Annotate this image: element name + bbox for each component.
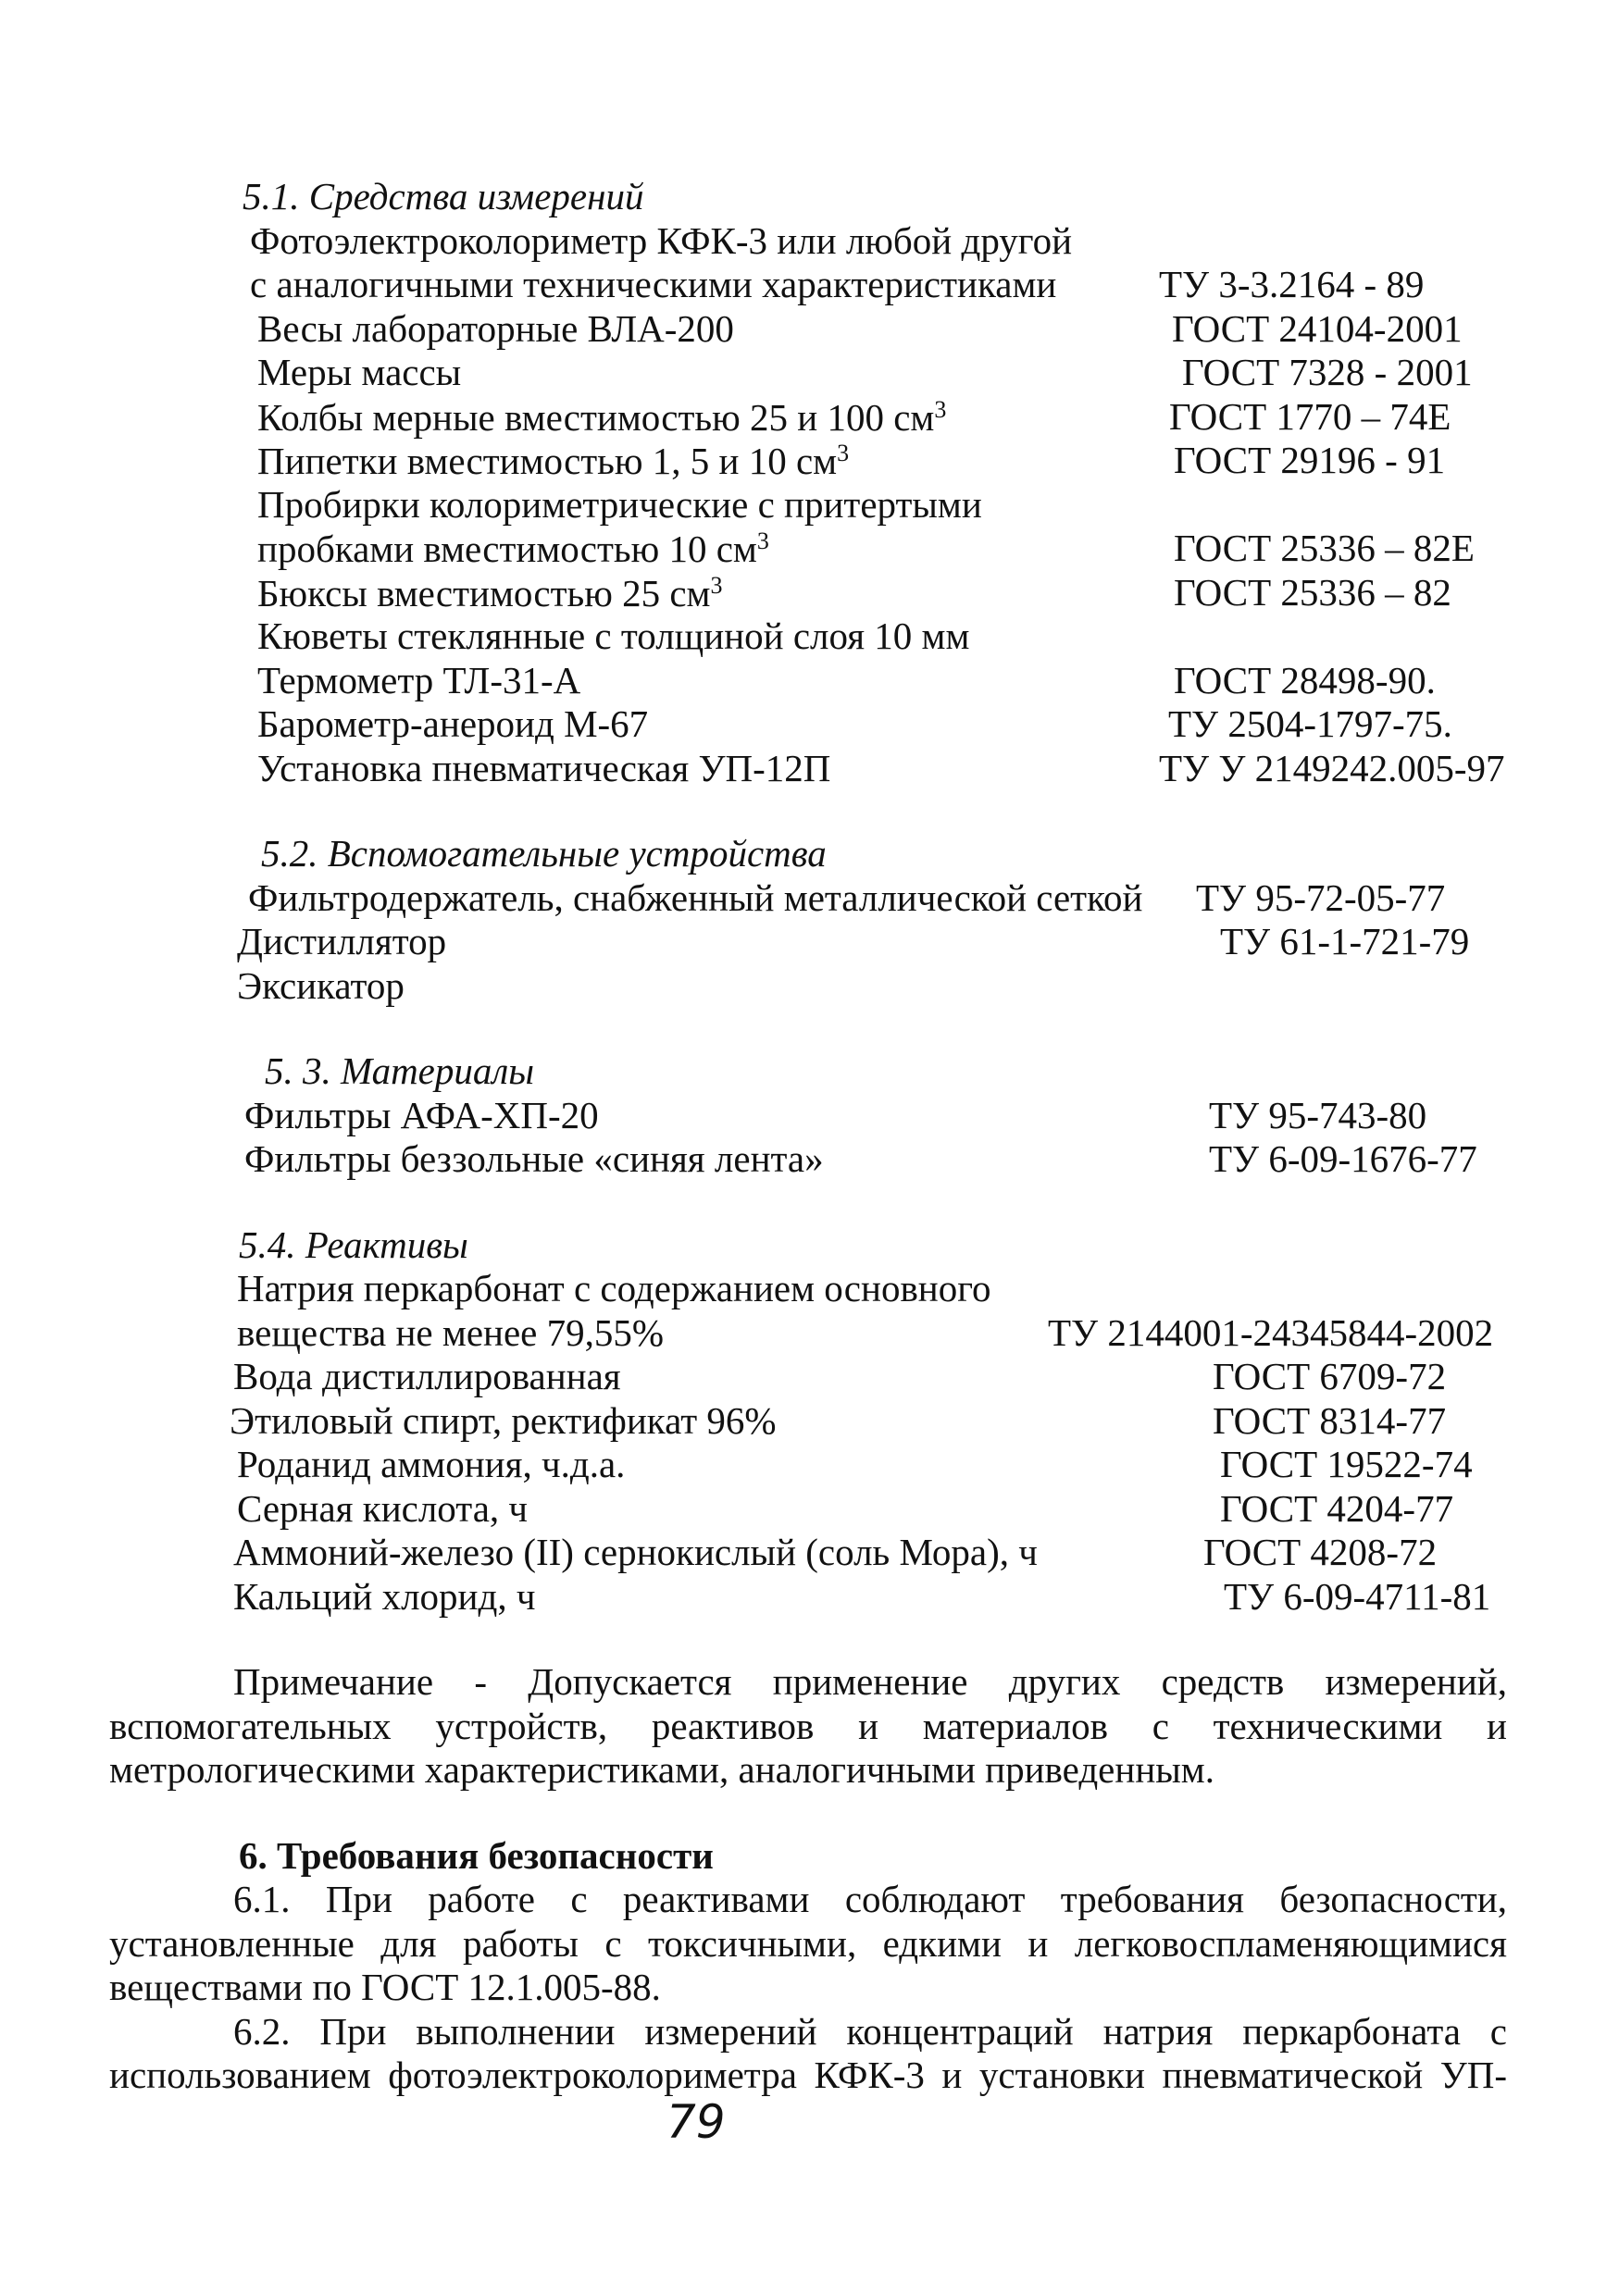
note-line: Примечание - Допускается применение других средств измерений,: [233, 1660, 1507, 1703]
item-standard: ТУ 95-72-05-77: [1196, 876, 1446, 919]
item-standard: ТУ 2504-1797-75.: [1168, 702, 1452, 745]
item-name: Кальций хлорид, ч: [233, 1575, 536, 1618]
item-standard: ГОСТ 19522-74: [1220, 1443, 1473, 1485]
item-standard: ГОСТ 6709-72: [1213, 1355, 1447, 1397]
item-name: Вода дистиллированная: [233, 1355, 621, 1397]
item-standard: ТУ 6-09-4711-81: [1224, 1575, 1491, 1618]
item-name: Натрия перкарбонат с содержанием основного: [237, 1267, 991, 1309]
section-5-1-heading: 5.1. Средства измерений: [243, 175, 644, 217]
item-name: Роданид аммония, ч.д.а.: [237, 1443, 626, 1485]
superscript: 3: [710, 572, 723, 599]
superscript: 3: [837, 440, 850, 466]
section-5-2-heading: 5.2. Вспомогательные устройства: [261, 832, 827, 875]
note-line: вспомогательных устройств, реактивов и материалов с техническими и: [109, 1705, 1507, 1747]
note-line: метрологическими характеристиками, аналогичными приведенным.: [109, 1748, 1215, 1791]
item-name: Бюксы вместимостью 25 $см^3$: [257, 572, 723, 614]
item-standard: ГОСТ 29196 - 91: [1174, 439, 1446, 481]
paragraph-line: установленные для работы с токсичными, едкими и легковоспламеняющимися: [109, 1922, 1507, 1965]
superscript: 3: [934, 396, 947, 423]
item-name: Эксикатор: [237, 964, 405, 1007]
item-name: Весы лабораторные ВЛА-200: [257, 307, 734, 350]
item-name: Аммоний-железо (II) сернокислый (соль Мора), ч: [233, 1531, 1038, 1573]
item-name: Серная кислота, ч: [237, 1487, 529, 1530]
item-name: Фильтры АФА-ХП-20: [244, 1094, 599, 1136]
item-name: Колбы мерные вместимостью 25 и 100 $см^3$: [257, 396, 947, 439]
item-standard: ГОСТ 28498-90.: [1174, 659, 1436, 701]
item-name: Пипетки вместимостью 1, 5 и 10 $см^3$: [257, 440, 850, 482]
item-name: пробками вместимостью 10 $см^3$: [257, 527, 769, 570]
item-name: Фотоэлектроколориметр КФК-3 или любой другой: [250, 219, 1073, 262]
item-name: Пробирки колориметрические с притертыми: [257, 483, 982, 526]
item-standard: ТУ У 2149242.005-97: [1159, 747, 1505, 789]
item-standard: ТУ 3-3.2164 - 89: [1159, 263, 1425, 305]
item-standard: ГОСТ 1770 – 74Е: [1169, 395, 1451, 438]
item-standard: ГОСТ 7328 - 2001: [1182, 351, 1473, 393]
section-5-3-heading: 5. 3. Материалы: [265, 1049, 535, 1092]
item-name: Установка пневматическая УП-12П: [257, 747, 831, 789]
item-standard: ГОСТ 24104-2001: [1172, 307, 1463, 350]
item-name: с аналогичными техническими характеристиками: [250, 263, 1057, 305]
item-name: Меры массы: [257, 351, 462, 393]
item-standard: ТУ 6-09-1676-77: [1209, 1137, 1477, 1180]
item-name: Термометр ТЛ-31-А: [257, 659, 581, 701]
item-standard: ТУ 61-1-721-79: [1220, 920, 1470, 962]
paragraph-line: 6.1. При работе с реактивами соблюдают требования безопасности,: [233, 1878, 1507, 1920]
section-6-heading: 6. Требования безопасности: [239, 1834, 714, 1877]
paragraph-line: веществами по ГОСТ 12.1.005-88.: [109, 1966, 661, 2008]
item-name: Дистиллятор: [237, 920, 447, 962]
item-name: вещества не менее 79,55%: [237, 1311, 665, 1354]
item-name: Барометр-анероид М-67: [257, 702, 649, 745]
item-standard: ГОСТ 8314-77: [1213, 1399, 1447, 1442]
item-name: Этиловый спирт, ректификат 96%: [230, 1399, 777, 1442]
item-standard: ГОСТ 4204-77: [1220, 1487, 1454, 1530]
item-name: Кюветы стеклянные с толщиной слоя 10 мм: [257, 614, 970, 657]
paragraph-line: 6.2. При выполнении измерений концентраций натрия перкарбоната с: [233, 2010, 1507, 2053]
item-standard: ГОСТ 25336 – 82: [1174, 571, 1451, 614]
item-standard: ТУ 95-743-80: [1209, 1094, 1427, 1136]
item-standard: ГОСТ 25336 – 82Е: [1174, 527, 1475, 569]
page-number: 79: [666, 2095, 726, 2149]
paragraph-line: использованием фотоэлектроколориметра КФК-3 и установки пневматической УП-: [109, 2054, 1507, 2096]
item-standard: ГОСТ 4208-72: [1203, 1531, 1438, 1573]
item-standard: ТУ 2144001-24345844-2002: [1048, 1311, 1494, 1354]
item-name: Фильтродержатель, снабженный металлической сеткой: [248, 876, 1143, 919]
superscript: 3: [756, 527, 769, 554]
section-5-4-heading: 5.4. Реактивы: [239, 1223, 468, 1266]
item-name: Фильтры беззольные «синяя лента»: [244, 1137, 824, 1180]
